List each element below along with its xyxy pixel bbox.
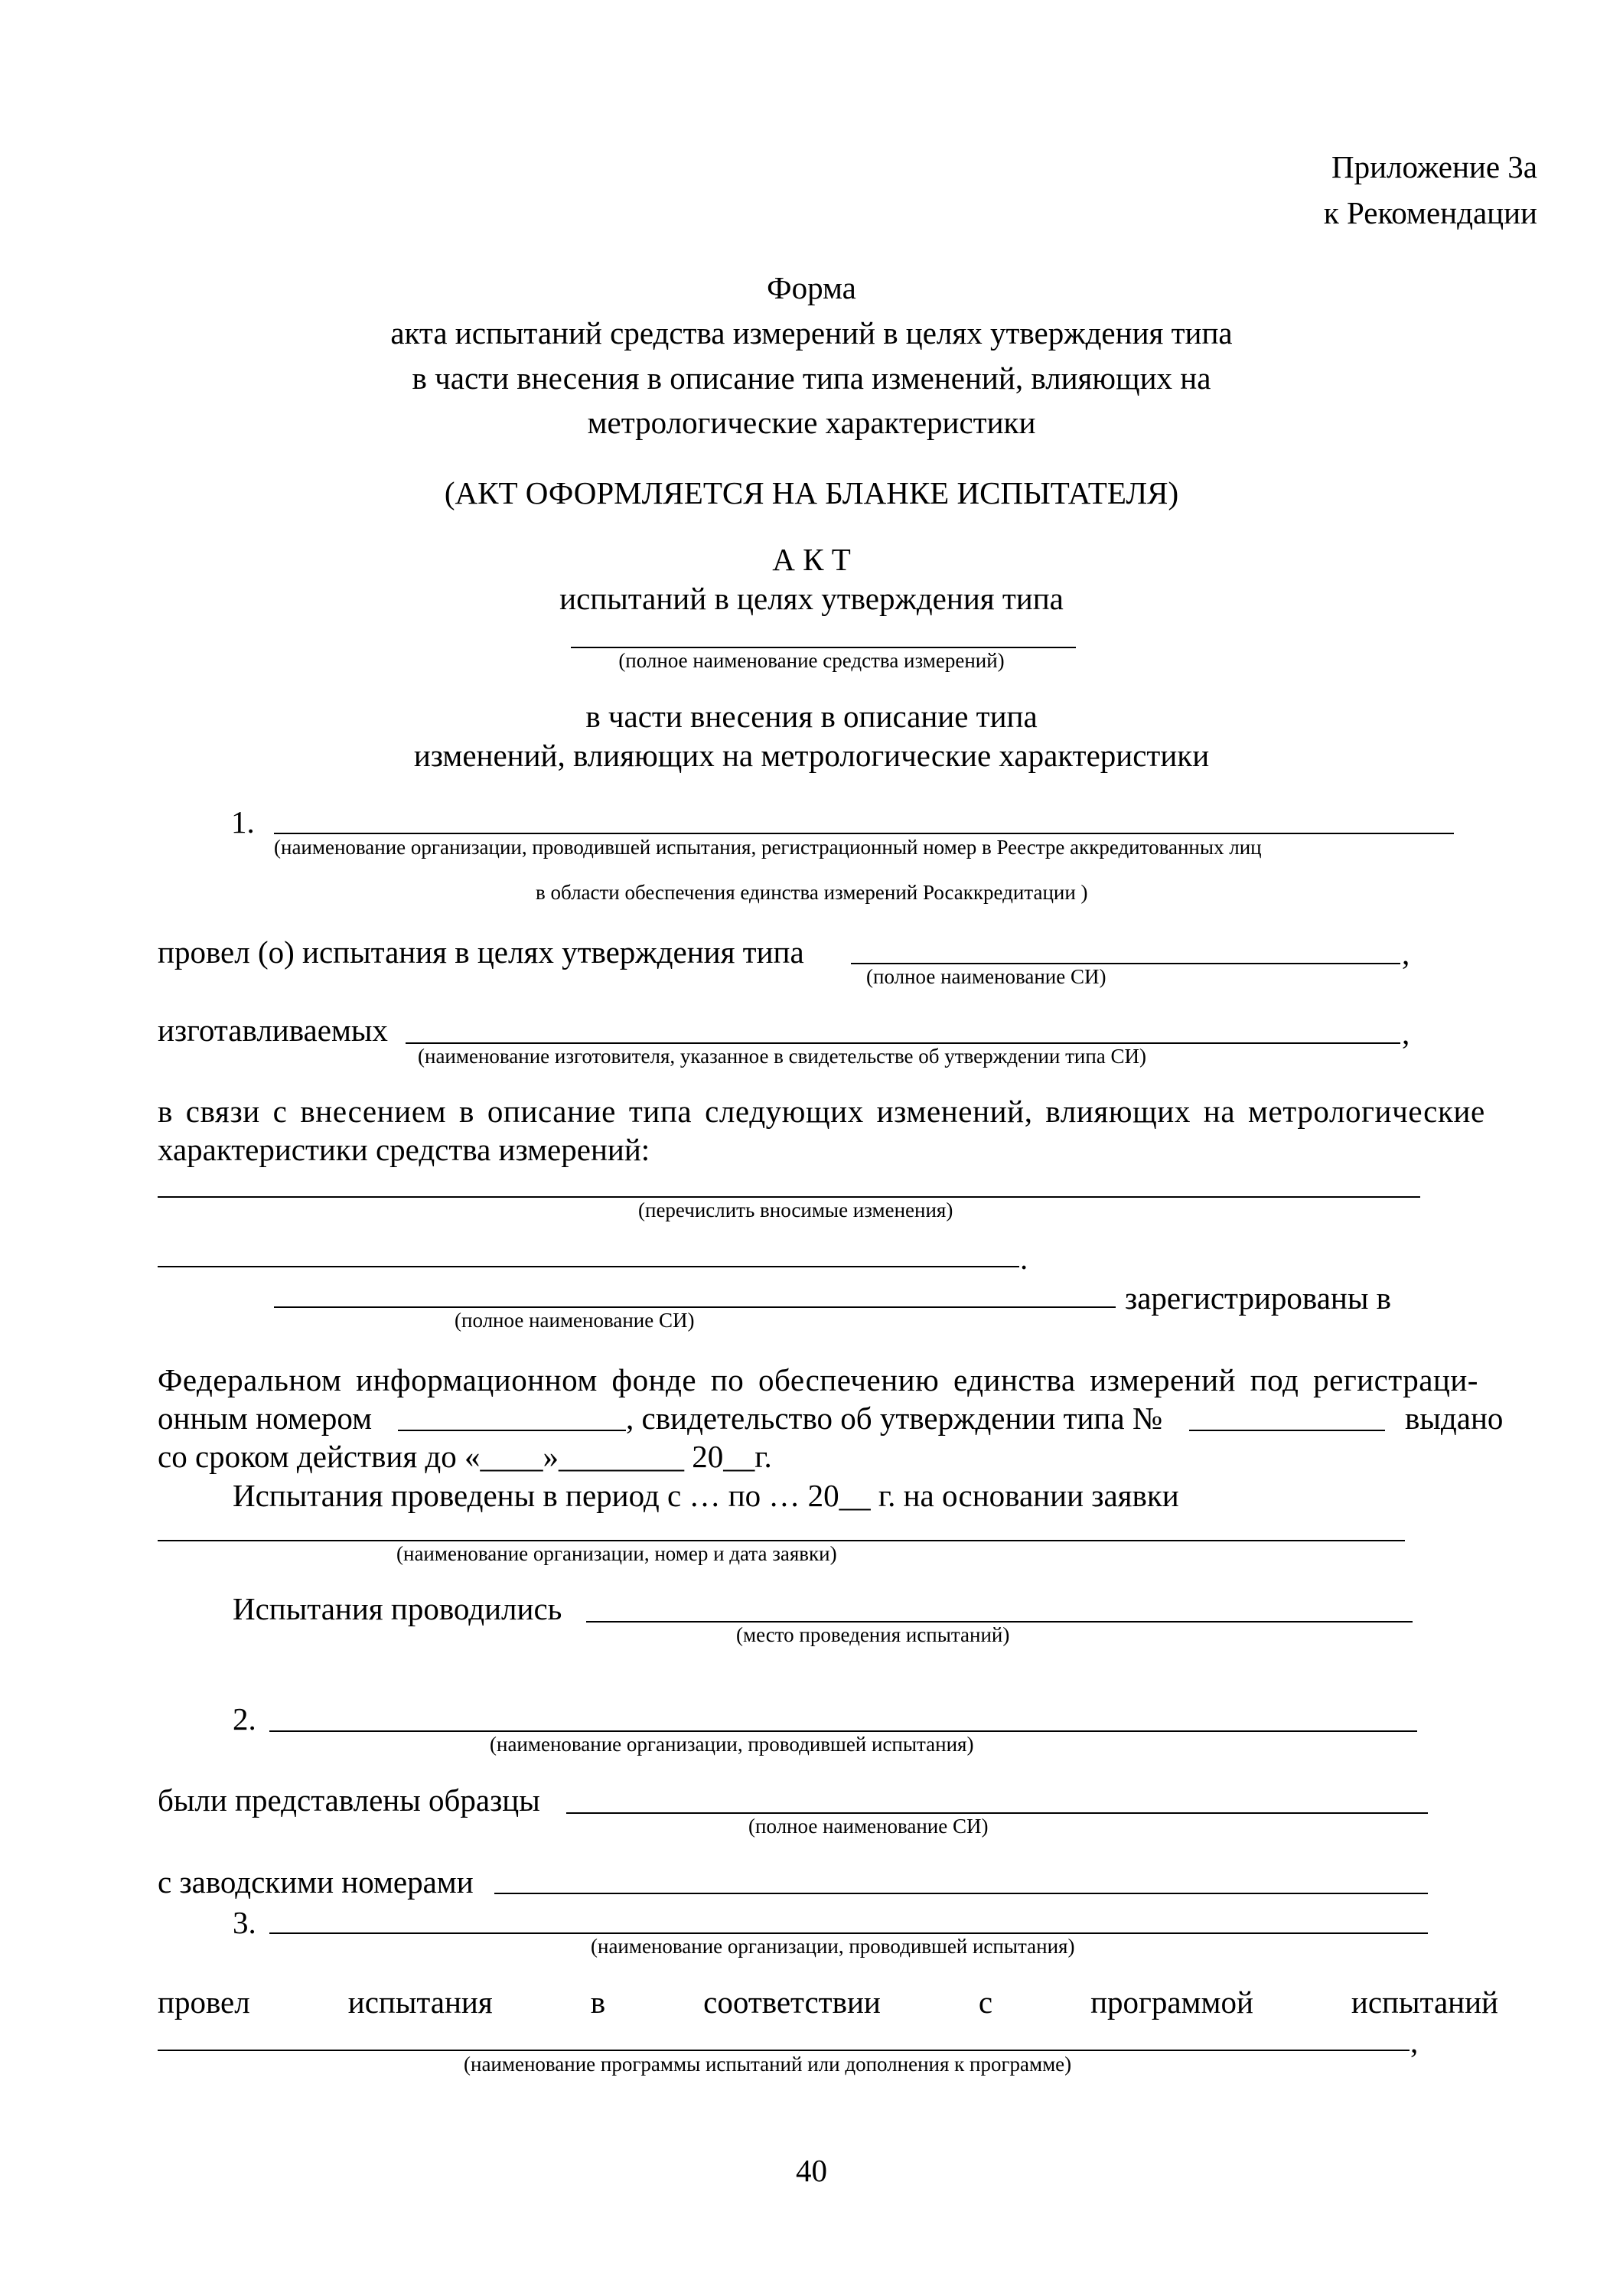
form-title-line2: акта испытаний средства измерений в целях утверждения типа	[390, 315, 1233, 351]
section3-word: провел	[158, 1985, 250, 2020]
organization-line[interactable]	[274, 833, 1454, 834]
section3-word: программой	[1090, 1985, 1253, 2020]
section2-org-hint: (наименование организации, проводившей испытания)	[490, 1733, 974, 1756]
serials-line[interactable]	[494, 1893, 1428, 1894]
section2-number: 2.	[233, 1701, 256, 1737]
manufacturer-hint: (наименование изготовителя, указанное в свидетельстве об утверждении типа СИ)	[418, 1045, 1147, 1068]
samples-si-line[interactable]	[566, 1812, 1428, 1814]
act-title: А К Т	[772, 542, 851, 577]
changes-period: .	[1020, 1241, 1028, 1276]
section3-word: испытаний	[1351, 1985, 1498, 2020]
comma2: ,	[1402, 1016, 1410, 1051]
program-line[interactable]	[158, 2050, 1410, 2051]
page-number: 40	[796, 2153, 827, 2188]
fund-line1: Федеральном информационном фонде по обеспечению единства измерений под регистраци-	[158, 1362, 1478, 1397]
form-title-line1: Форма	[767, 270, 856, 305]
changes-line1	[158, 1093, 1497, 1130]
si-name-hint1: (полное наименование СИ)	[866, 965, 1106, 988]
org-request-hint: (наименование организации, номер и дата заявки)	[396, 1542, 837, 1565]
organization-hint2: в области обеспечения единства измерений Росаккредитации )	[536, 881, 1088, 904]
section3-org-hint: (наименование организации, проводившей испытания)	[591, 1935, 1075, 1958]
registration-number-line[interactable]	[398, 1430, 626, 1431]
act-subtitle: испытаний в целях утверждения типа	[559, 581, 1064, 616]
changes-list-line2[interactable]	[158, 1266, 1019, 1267]
fund-line2-b: , свидетельство об утверждении типа №	[626, 1401, 1162, 1436]
manufactured-label: изготавливаемых	[158, 1013, 388, 1048]
fund-line2-a: онным номером	[158, 1401, 373, 1436]
tests-place-label: Испытания проводились	[233, 1591, 562, 1626]
changes-hint: (перечислить вносимые изменения)	[638, 1199, 953, 1221]
appendix-label: Приложение 3а	[1331, 149, 1537, 184]
fund-line3: со сроком действия до «____»________ 20__г.	[158, 1439, 772, 1474]
comma1: ,	[1402, 936, 1410, 971]
act-part1: в части внесения в описание типа	[585, 699, 1038, 734]
form-title-line3: в части внесения в описание типа изменений, влияющих на	[412, 360, 1211, 396]
tests-period: Испытания проведены в период с … по … 20__ г. на основании заявки	[233, 1478, 1179, 1513]
instrument-name-hint: (полное наименование средства измерений)	[618, 649, 1005, 672]
form-title-line4: метрологические характеристики	[587, 405, 1036, 440]
si-name-hint2: (полное наименование СИ)	[455, 1309, 695, 1332]
section3-words-row	[158, 1984, 1498, 2020]
section3-word: соответствии	[703, 1985, 881, 2020]
section3-word: с	[978, 1985, 993, 2020]
comma3: ,	[1410, 2024, 1419, 2060]
tests-place-hint: (место проведения испытаний)	[736, 1623, 1010, 1646]
organization-hint1: (наименование организации, проводившей испытания, регистрационный номер в Реестре аккредитованных лиц	[274, 836, 1262, 859]
registered-label: зарегистрированы в	[1125, 1280, 1392, 1316]
changes-line2: характеристики средства измерений:	[158, 1132, 650, 1167]
program-hint: (наименование программы испытаний или дополнения к программе)	[464, 2053, 1072, 2076]
samples-label: были представлены образцы	[158, 1782, 540, 1818]
conducted-tests-label: провел (о) испытания в целях утверждения типа	[158, 934, 804, 970]
recommendation-label: к Рекомендации	[1323, 195, 1537, 230]
section3-number: 3.	[233, 1905, 256, 1940]
si-name-line2[interactable]	[274, 1306, 1116, 1308]
section3-word: в	[590, 1985, 606, 2020]
act-part2: изменений, влияющих на метрологические характеристики	[413, 738, 1210, 773]
samples-si-hint: (полное наименование СИ)	[748, 1815, 989, 1838]
fund-line2-c: выдано	[1405, 1401, 1504, 1436]
section1-number: 1.	[231, 804, 255, 840]
certificate-number-line[interactable]	[1189, 1430, 1385, 1431]
changes-line1-text: в связи с внесением в описание типа следующих изменений, влияющих на метрологические	[158, 1094, 1485, 1129]
serials-label: с заводскими номерами	[158, 1864, 474, 1900]
section3-word: испытания	[347, 1985, 493, 2020]
blank-note: (АКТ ОФОРМЛЯЕТСЯ НА БЛАНКЕ ИСПЫТАТЕЛЯ)	[444, 475, 1179, 510]
